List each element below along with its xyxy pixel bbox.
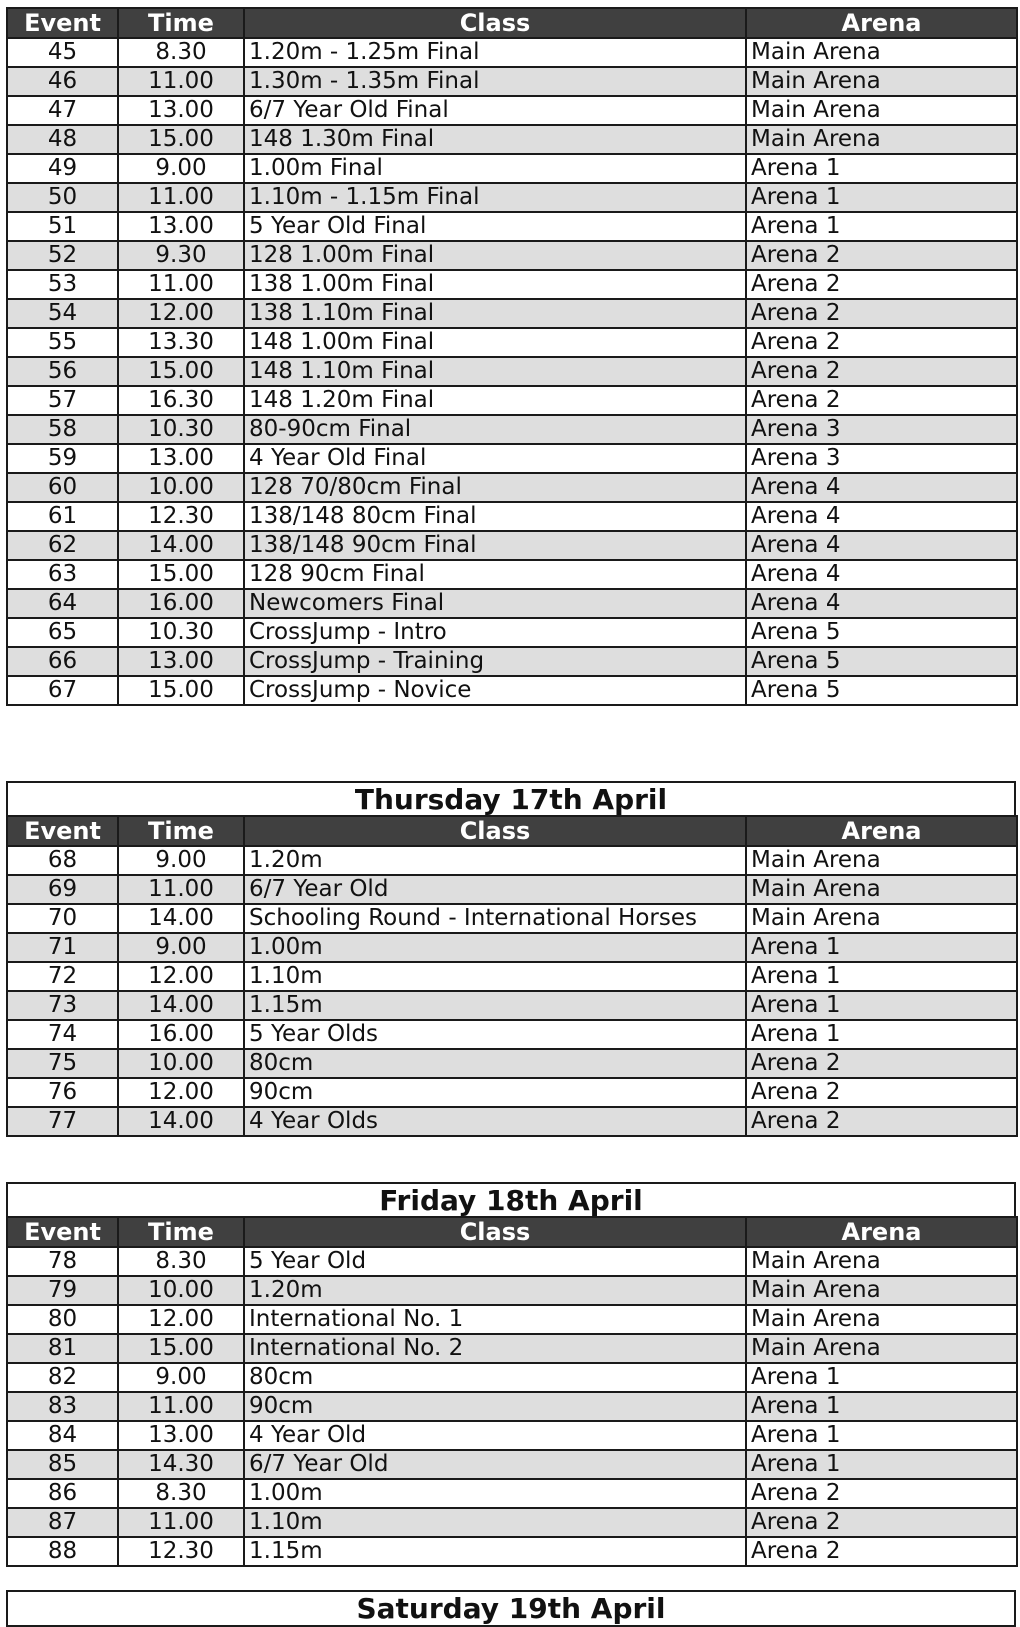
event-time: 9.30: [118, 241, 244, 270]
schedule-section-saturday: [6, 1590, 1016, 1627]
event-arena: Arena 2: [746, 299, 1017, 328]
event-time: 9.00: [118, 154, 244, 183]
table-row: [7, 1508, 1017, 1537]
header-class: Class: [244, 8, 746, 38]
event-time: 10.00: [118, 1276, 244, 1305]
event-class: 148 1.30m Final: [244, 125, 746, 154]
table-row: [7, 1078, 1017, 1107]
event-time: 11.00: [118, 875, 244, 904]
table-row: [7, 1305, 1017, 1334]
event-number: 53: [7, 270, 118, 299]
event-number: 64: [7, 589, 118, 618]
table-row: [7, 183, 1017, 212]
table-row: [7, 676, 1017, 705]
table-row: [7, 1247, 1017, 1276]
event-number: 54: [7, 299, 118, 328]
event-time: 9.00: [118, 846, 244, 875]
event-arena: Arena 2: [746, 270, 1017, 299]
table-row: [7, 444, 1017, 473]
event-arena: Main Arena: [746, 875, 1017, 904]
event-arena: Arena 2: [746, 1078, 1017, 1107]
event-class: 1.20m: [244, 1276, 746, 1305]
event-class: CrossJump - Novice: [244, 676, 746, 705]
event-class: Schooling Round - International Horses: [244, 904, 746, 933]
event-number: 70: [7, 904, 118, 933]
table-row: [7, 933, 1017, 962]
event-number: 65: [7, 618, 118, 647]
table-row: [7, 875, 1017, 904]
event-arena: Arena 1: [746, 933, 1017, 962]
event-arena: Main Arena: [746, 67, 1017, 96]
event-arena: Arena 4: [746, 589, 1017, 618]
event-time: 14.00: [118, 904, 244, 933]
event-number: 48: [7, 125, 118, 154]
event-arena: Arena 4: [746, 473, 1017, 502]
event-arena: Arena 2: [746, 1508, 1017, 1537]
event-class: 6/7 Year Old Final: [244, 96, 746, 125]
event-time: 10.30: [118, 415, 244, 444]
table-row: [7, 38, 1017, 67]
event-class: 5 Year Old Final: [244, 212, 746, 241]
event-number: 85: [7, 1450, 118, 1479]
event-time: 8.30: [118, 1247, 244, 1276]
table-row: [7, 386, 1017, 415]
event-time: 15.00: [118, 676, 244, 705]
event-time: 11.00: [118, 270, 244, 299]
event-class: CrossJump - Training: [244, 647, 746, 676]
table-row: [7, 618, 1017, 647]
event-arena: Arena 1: [746, 154, 1017, 183]
event-class: 6/7 Year Old: [244, 1450, 746, 1479]
table-row: [7, 1049, 1017, 1078]
event-number: 46: [7, 67, 118, 96]
table-row: [7, 1363, 1017, 1392]
event-class: 1.20m: [244, 846, 746, 875]
event-arena: Arena 1: [746, 1421, 1017, 1450]
table-row: [7, 1020, 1017, 1049]
event-class: 138/148 90cm Final: [244, 531, 746, 560]
event-number: 80: [7, 1305, 118, 1334]
event-class: 6/7 Year Old: [244, 875, 746, 904]
event-class: 1.20m - 1.25m Final: [244, 38, 746, 67]
table-row: [7, 67, 1017, 96]
event-arena: Arena 5: [746, 676, 1017, 705]
table-row: [7, 560, 1017, 589]
event-class: 90cm: [244, 1078, 746, 1107]
event-class: 138 1.00m Final: [244, 270, 746, 299]
event-class: 1.15m: [244, 991, 746, 1020]
event-number: 83: [7, 1392, 118, 1421]
event-arena: Main Arena: [746, 1334, 1017, 1363]
event-number: 82: [7, 1363, 118, 1392]
table-row: [7, 991, 1017, 1020]
event-arena: Arena 2: [746, 357, 1017, 386]
event-arena: Arena 4: [746, 502, 1017, 531]
schedule-table: [6, 815, 1018, 1137]
event-class: International No. 1: [244, 1305, 746, 1334]
event-class: 138/148 80cm Final: [244, 502, 746, 531]
event-number: 50: [7, 183, 118, 212]
table-row: [7, 647, 1017, 676]
event-arena: Main Arena: [746, 1305, 1017, 1334]
event-time: 13.00: [118, 444, 244, 473]
event-number: 76: [7, 1078, 118, 1107]
event-time: 15.00: [118, 357, 244, 386]
event-number: 68: [7, 846, 118, 875]
table-row: [7, 589, 1017, 618]
table-row: [7, 299, 1017, 328]
event-class: 1.10m: [244, 1508, 746, 1537]
event-number: 74: [7, 1020, 118, 1049]
table-row: [7, 531, 1017, 560]
table-row: [7, 502, 1017, 531]
table-header-row: [7, 1217, 1017, 1247]
event-arena: Arena 5: [746, 618, 1017, 647]
event-time: 15.00: [118, 125, 244, 154]
event-number: 55: [7, 328, 118, 357]
event-time: 13.00: [118, 212, 244, 241]
event-class: CrossJump - Intro: [244, 618, 746, 647]
event-time: 13.00: [118, 647, 244, 676]
day-title: Saturday 19th April: [6, 1590, 1016, 1627]
table-row: [7, 904, 1017, 933]
event-time: 10.00: [118, 473, 244, 502]
event-time: 11.00: [118, 183, 244, 212]
event-class: 128 70/80cm Final: [244, 473, 746, 502]
table-row: [7, 1421, 1017, 1450]
header-time: Time: [118, 1217, 244, 1247]
event-arena: Arena 1: [746, 962, 1017, 991]
event-time: 14.00: [118, 991, 244, 1020]
event-arena: Arena 2: [746, 1049, 1017, 1078]
event-arena: Arena 1: [746, 1450, 1017, 1479]
table-row: [7, 1107, 1017, 1136]
event-number: 49: [7, 154, 118, 183]
event-number: 87: [7, 1508, 118, 1537]
table-row: [7, 846, 1017, 875]
event-arena: Arena 1: [746, 991, 1017, 1020]
table-header-row: [7, 8, 1017, 38]
event-arena: Arena 1: [746, 1392, 1017, 1421]
event-number: 58: [7, 415, 118, 444]
event-class: 1.00m: [244, 933, 746, 962]
event-class: 148 1.00m Final: [244, 328, 746, 357]
event-time: 14.30: [118, 1450, 244, 1479]
event-class: 80cm: [244, 1363, 746, 1392]
event-time: 14.00: [118, 1107, 244, 1136]
event-time: 16.00: [118, 589, 244, 618]
schedule-section-friday: [6, 1182, 1016, 1567]
event-class: 4 Year Old Final: [244, 444, 746, 473]
event-number: 75: [7, 1049, 118, 1078]
table-row: [7, 1450, 1017, 1479]
event-class: 1.10m: [244, 962, 746, 991]
event-time: 12.30: [118, 502, 244, 531]
table-row: [7, 154, 1017, 183]
event-class: 148 1.20m Final: [244, 386, 746, 415]
event-arena: Arena 3: [746, 415, 1017, 444]
event-time: 8.30: [118, 38, 244, 67]
event-time: 15.00: [118, 1334, 244, 1363]
schedule-section-thursday: [6, 781, 1016, 1137]
event-number: 56: [7, 357, 118, 386]
event-class: 90cm: [244, 1392, 746, 1421]
event-arena: Main Arena: [746, 846, 1017, 875]
table-row: [7, 1537, 1017, 1566]
event-arena: Main Arena: [746, 38, 1017, 67]
table-row: [7, 241, 1017, 270]
header-event: Event: [7, 816, 118, 846]
event-time: 13.00: [118, 96, 244, 125]
event-class: 1.10m - 1.15m Final: [244, 183, 746, 212]
event-time: 9.00: [118, 933, 244, 962]
event-number: 77: [7, 1107, 118, 1136]
event-arena: Arena 3: [746, 444, 1017, 473]
event-class: 1.15m: [244, 1537, 746, 1566]
header-arena: Arena: [746, 816, 1017, 846]
event-time: 14.00: [118, 531, 244, 560]
event-class: 1.00m: [244, 1479, 746, 1508]
event-class: 5 Year Olds: [244, 1020, 746, 1049]
event-time: 10.30: [118, 618, 244, 647]
event-arena: Arena 4: [746, 560, 1017, 589]
table-row: [7, 473, 1017, 502]
event-time: 16.30: [118, 386, 244, 415]
event-time: 15.00: [118, 560, 244, 589]
event-time: 12.00: [118, 299, 244, 328]
table-row: [7, 1392, 1017, 1421]
event-number: 57: [7, 386, 118, 415]
event-time: 11.00: [118, 1508, 244, 1537]
event-number: 69: [7, 875, 118, 904]
event-number: 45: [7, 38, 118, 67]
event-class: 1.30m - 1.35m Final: [244, 67, 746, 96]
table-row: [7, 270, 1017, 299]
event-time: 13.00: [118, 1421, 244, 1450]
event-number: 61: [7, 502, 118, 531]
event-class: 5 Year Old: [244, 1247, 746, 1276]
schedule-table: [6, 7, 1018, 706]
event-class: 4 Year Olds: [244, 1107, 746, 1136]
table-row: [7, 96, 1017, 125]
event-class: 80-90cm Final: [244, 415, 746, 444]
table-header-row: [7, 816, 1017, 846]
event-number: 84: [7, 1421, 118, 1450]
event-time: 11.00: [118, 1392, 244, 1421]
header-class: Class: [244, 1217, 746, 1247]
header-arena: Arena: [746, 1217, 1017, 1247]
event-arena: Arena 2: [746, 1479, 1017, 1508]
header-class: Class: [244, 816, 746, 846]
event-time: 12.00: [118, 1305, 244, 1334]
event-arena: Arena 2: [746, 1537, 1017, 1566]
event-arena: Arena 2: [746, 241, 1017, 270]
day-title: Thursday 17th April: [6, 781, 1016, 815]
event-arena: Main Arena: [746, 1247, 1017, 1276]
table-body: [7, 846, 1017, 1136]
event-number: 67: [7, 676, 118, 705]
event-number: 59: [7, 444, 118, 473]
event-time: 12.00: [118, 962, 244, 991]
event-class: 138 1.10m Final: [244, 299, 746, 328]
header-time: Time: [118, 816, 244, 846]
event-number: 52: [7, 241, 118, 270]
event-arena: Arena 1: [746, 1363, 1017, 1392]
event-number: 73: [7, 991, 118, 1020]
event-time: 8.30: [118, 1479, 244, 1508]
event-class: International No. 2: [244, 1334, 746, 1363]
event-arena: Main Arena: [746, 904, 1017, 933]
event-class: 80cm: [244, 1049, 746, 1078]
event-time: 11.00: [118, 67, 244, 96]
event-number: 62: [7, 531, 118, 560]
event-arena: Arena 4: [746, 531, 1017, 560]
event-number: 86: [7, 1479, 118, 1508]
header-event: Event: [7, 1217, 118, 1247]
event-class: 128 1.00m Final: [244, 241, 746, 270]
event-number: 60: [7, 473, 118, 502]
table-body: [7, 38, 1017, 705]
event-time: 16.00: [118, 1020, 244, 1049]
event-number: 88: [7, 1537, 118, 1566]
event-arena: Arena 2: [746, 1107, 1017, 1136]
event-arena: Arena 1: [746, 1020, 1017, 1049]
event-time: 12.30: [118, 1537, 244, 1566]
table-row: [7, 212, 1017, 241]
event-time: 12.00: [118, 1078, 244, 1107]
event-number: 63: [7, 560, 118, 589]
event-class: 4 Year Old: [244, 1421, 746, 1450]
table-row: [7, 1334, 1017, 1363]
event-arena: Main Arena: [746, 125, 1017, 154]
event-class: 1.00m Final: [244, 154, 746, 183]
event-class: 148 1.10m Final: [244, 357, 746, 386]
event-arena: Arena 2: [746, 386, 1017, 415]
table-body: [7, 1247, 1017, 1566]
header-arena: Arena: [746, 8, 1017, 38]
event-arena: Arena 2: [746, 328, 1017, 357]
event-class: 128 90cm Final: [244, 560, 746, 589]
event-number: 51: [7, 212, 118, 241]
event-number: 78: [7, 1247, 118, 1276]
event-number: 66: [7, 647, 118, 676]
event-arena: Arena 1: [746, 212, 1017, 241]
event-number: 81: [7, 1334, 118, 1363]
header-time: Time: [118, 8, 244, 38]
table-row: [7, 415, 1017, 444]
table-row: [7, 125, 1017, 154]
table-row: [7, 1479, 1017, 1508]
table-row: [7, 328, 1017, 357]
event-time: 13.30: [118, 328, 244, 357]
event-number: 72: [7, 962, 118, 991]
event-number: 47: [7, 96, 118, 125]
event-time: 9.00: [118, 1363, 244, 1392]
table-row: [7, 357, 1017, 386]
event-arena: Arena 1: [746, 183, 1017, 212]
event-number: 71: [7, 933, 118, 962]
event-time: 10.00: [118, 1049, 244, 1078]
event-number: 79: [7, 1276, 118, 1305]
event-arena: Main Arena: [746, 1276, 1017, 1305]
event-class: Newcomers Final: [244, 589, 746, 618]
table-row: [7, 962, 1017, 991]
day-title: Friday 18th April: [6, 1182, 1016, 1216]
schedule-table: [6, 1216, 1018, 1567]
schedule-section-1: [6, 7, 1016, 706]
event-arena: Main Arena: [746, 96, 1017, 125]
event-arena: Arena 5: [746, 647, 1017, 676]
header-event: Event: [7, 8, 118, 38]
table-row: [7, 1276, 1017, 1305]
